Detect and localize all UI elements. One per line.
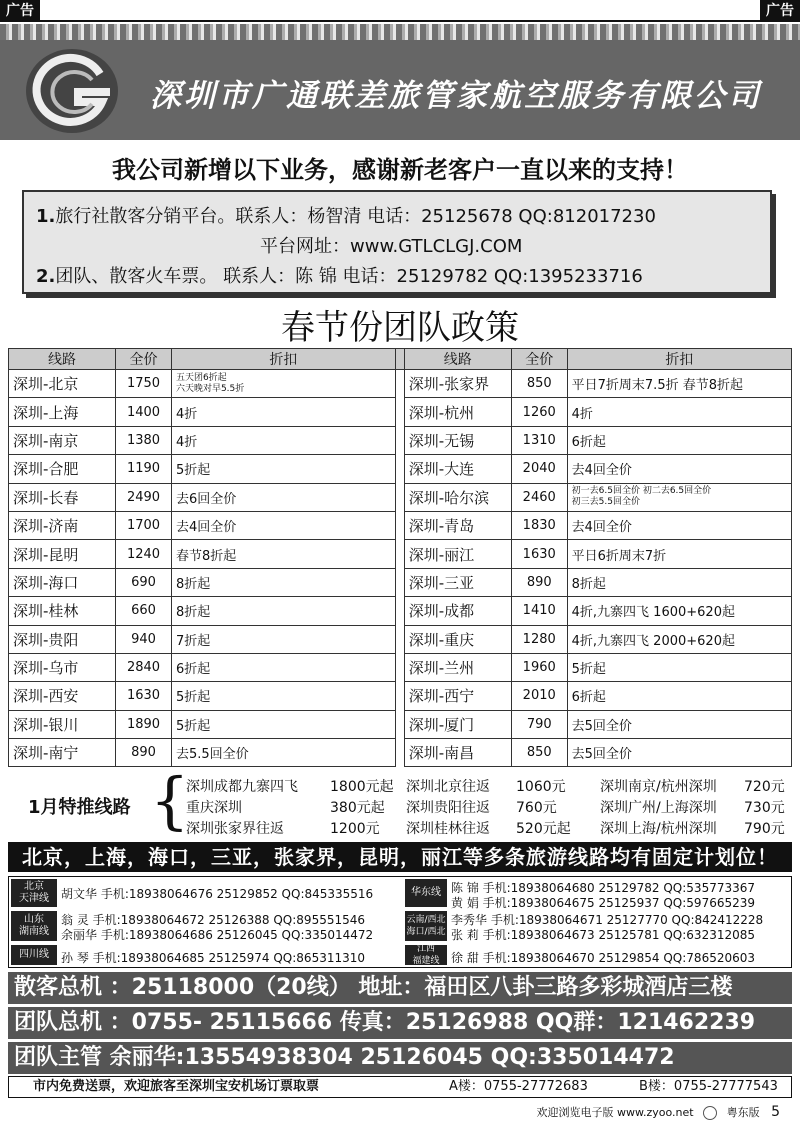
discount-text: 8折起 — [175, 605, 211, 621]
discount-text: 去4回全价 — [571, 463, 632, 479]
price-cell: 1260 — [511, 398, 567, 426]
price-cell: 1890 — [116, 710, 172, 738]
services-box — [22, 190, 772, 294]
price-cell: 1750 — [116, 370, 172, 398]
beijing-contact: 胡文华 手机:18938064676 25129852 QQ:845335516 — [61, 887, 374, 901]
route-cell: 深圳-上海 — [9, 398, 116, 426]
discount-cell — [171, 370, 395, 398]
price-cell: 2040 — [511, 455, 567, 483]
table-row — [9, 682, 792, 710]
table-row — [9, 540, 792, 568]
route-cell: 深圳-南宁 — [9, 739, 116, 767]
route-cell: 深圳-杭州 — [404, 398, 511, 426]
discount-text: 春节8折起 — [175, 548, 237, 564]
route-cell: 深圳-昆明 — [9, 540, 116, 568]
footer-text: 欢迎浏览电子版 www.zyoo.net — [536, 1106, 694, 1119]
route-cell: 深圳-北京 — [9, 370, 116, 398]
discount-cell — [567, 625, 791, 653]
route-cell: 深圳-哈尔滨 — [404, 483, 511, 511]
discount-cell — [171, 653, 395, 681]
table-row — [9, 710, 792, 738]
price-cell: 1310 — [511, 426, 567, 454]
january-route-name: 深圳北京往返 — [406, 779, 490, 795]
jiangxi-label: 江西 福建线 — [405, 945, 447, 965]
discount-text-2: 初三去5.5回全价 — [571, 497, 640, 508]
discount-text: 4折,九寨四飞 2000+620起 — [571, 633, 735, 649]
discount-cell — [171, 511, 395, 539]
route-cell: 深圳-大连 — [404, 455, 511, 483]
discount-cell — [171, 398, 395, 426]
route-cell: 深圳-张家界 — [404, 370, 511, 398]
january-route-name: 深圳上海/杭州深圳 — [600, 821, 717, 837]
price-cell: 850 — [511, 739, 567, 767]
yunnan-label: 云南/西北 海口/西北 — [405, 911, 447, 941]
january-route-price: 380元起 — [330, 800, 385, 816]
headline: 我公司新增以下业务，感谢新老客户一直以来的支持！ — [112, 156, 688, 184]
january-route-price: 730元 — [744, 800, 785, 816]
discount-cell — [567, 568, 791, 596]
discount-text: 5折起 — [175, 718, 211, 734]
header-discount: 折扣 — [171, 349, 395, 370]
price-cell: 2460 — [511, 483, 567, 511]
policy-title: 春节份团队政策 — [281, 308, 519, 348]
price-cell: 1400 — [116, 398, 172, 426]
january-route-price: 1200元 — [330, 821, 380, 837]
january-route-price: 790元 — [744, 821, 785, 837]
table-row — [9, 370, 792, 398]
discount-cell — [171, 455, 395, 483]
discount-cell — [567, 597, 791, 625]
price-cell: 1280 — [511, 625, 567, 653]
brace-symbol: { — [150, 764, 190, 837]
header-banner — [0, 40, 800, 140]
table-row — [9, 398, 792, 426]
route-cell: 深圳-厦门 — [404, 710, 511, 738]
service-2-text: 团队、散客火车票。 联系人：陈 锦 电话：25129782 QQ:1395233716 — [55, 266, 643, 287]
route-cell: 深圳-兰州 — [404, 653, 511, 681]
discount-text: 5折起 — [175, 690, 211, 706]
discount-text: 去5回全价 — [571, 747, 632, 763]
service-1-text: 旅行社散客分销平台。联系人：杨智清 电话：25125678 QQ:812017230 — [55, 206, 656, 227]
group-hotline: 团队总机 ：0755- 25115666 传真：25126988 QQ群：121462239 — [8, 1007, 792, 1039]
price-cell: 660 — [116, 597, 172, 625]
price-cell: 850 — [511, 370, 567, 398]
company-name: 深圳市广通联差旅管家航空服务有限公司 — [150, 78, 762, 114]
table-row — [9, 426, 792, 454]
ad-label-left: 广告 — [0, 0, 40, 22]
discount-cell — [567, 682, 791, 710]
price-cell: 1240 — [116, 540, 172, 568]
huadong-contact-2: 黄 娟 手机:18938064675 25125937 QQ:597665239 — [451, 896, 756, 910]
january-route-name: 重庆深圳 — [186, 800, 242, 816]
shandong-contact-2: 余丽华 手机:18938064686 25126045 QQ:335014472 — [61, 928, 374, 942]
discount-text: 8折起 — [175, 576, 211, 592]
discount-cell — [171, 597, 395, 625]
discount-text: 4折 — [571, 406, 593, 422]
january-route-price: 1060元 — [516, 779, 566, 795]
route-cell: 深圳-丽江 — [404, 540, 511, 568]
discount-text: 五天团6折起 — [175, 372, 227, 383]
discount-text: 去5.5回全价 — [175, 747, 249, 763]
route-table — [8, 348, 792, 767]
route-cell: 深圳-乌市 — [9, 653, 116, 681]
price-cell: 1630 — [116, 682, 172, 710]
beijing-label: 北京 天津线 — [11, 879, 57, 907]
price-cell: 890 — [511, 568, 567, 596]
discount-cell — [171, 739, 395, 767]
table-row — [9, 625, 792, 653]
table-row — [9, 597, 792, 625]
service-1-number: 1. — [36, 206, 56, 227]
a-building-phone: A楼：0755-27772683 — [449, 1079, 588, 1094]
route-cell: 深圳-海口 — [9, 568, 116, 596]
contacts-box — [8, 876, 792, 968]
group-manager: 团队主管 余丽华:13554938304 25126045 QQ:335014472 — [8, 1042, 792, 1074]
discount-cell — [567, 398, 791, 426]
route-cell: 深圳-济南 — [9, 511, 116, 539]
service-1 — [36, 202, 656, 228]
discount-text: 去5回全价 — [571, 718, 632, 734]
route-cell: 深圳-重庆 — [404, 625, 511, 653]
b-building-phone: B楼：0755-27777543 — [639, 1079, 778, 1094]
discount-cell — [171, 426, 395, 454]
table-row — [9, 653, 792, 681]
discount-text: 4折 — [175, 434, 198, 450]
january-route-name: 深圳张家界往返 — [186, 821, 284, 837]
discount-text: 6折起 — [571, 690, 606, 706]
discount-text: 去4回全价 — [175, 520, 237, 536]
table-row — [9, 739, 792, 767]
route-cell: 深圳-桂林 — [9, 597, 116, 625]
service-url: 平台网址：www.GTLCLGJ.COM — [260, 236, 523, 257]
fixed-routes-bar: 北京，上海，海口，三亚，张家界，昆明，丽江等多条旅游线路均有固定计划位！ — [8, 842, 792, 872]
january-route-name: 深圳南京/杭州深圳 — [600, 779, 717, 795]
discount-cell — [567, 540, 791, 568]
yunnan-contact-1: 李秀华 手机:18938064671 25127770 QQ:842412228 — [451, 913, 764, 927]
discount-cell — [567, 370, 791, 398]
discount-text: 8折起 — [571, 576, 606, 592]
price-cell: 2010 — [511, 682, 567, 710]
huadong-contact-1: 陈 锦 手机:18938064680 25129782 QQ:535773367 — [451, 881, 756, 895]
badge-icon — [703, 1106, 717, 1120]
discount-cell — [171, 682, 395, 710]
yunnan-contact-2: 张 莉 手机:18938064673 25125781 QQ:632312085 — [451, 928, 756, 942]
discount-cell — [171, 540, 395, 568]
price-cell: 690 — [116, 568, 172, 596]
price-cell: 790 — [511, 710, 567, 738]
shandong-label: 山东 湖南线 — [11, 911, 57, 941]
table-row — [9, 455, 792, 483]
price-cell: 940 — [116, 625, 172, 653]
individual-hotline: 散客总机 ：25118000（20线） 地址：福田区八卦三路多彩城酒店三楼 — [8, 972, 792, 1004]
discount-cell — [567, 710, 791, 738]
route-cell: 深圳-无锡 — [404, 426, 511, 454]
page-footer — [537, 1104, 781, 1120]
table-row — [9, 568, 792, 596]
discount-text: 去4回全价 — [571, 520, 632, 536]
price-cell: 1410 — [511, 597, 567, 625]
header-price: 全价 — [116, 349, 172, 370]
discount-text-2: 六天晚对早5.5折 — [175, 383, 245, 394]
discount-text: 6折起 — [571, 434, 606, 450]
discount-cell — [567, 483, 791, 511]
delivery-bar — [8, 1076, 792, 1098]
route-cell: 深圳-西安 — [9, 682, 116, 710]
price-cell: 1380 — [116, 426, 172, 454]
route-cell: 深圳-青岛 — [404, 511, 511, 539]
table-header-row — [9, 349, 792, 370]
discount-cell — [171, 710, 395, 738]
price-cell: 1190 — [116, 455, 172, 483]
discount-text: 初一去6.5回全价 初二去6.5回全价 — [571, 486, 712, 497]
header-price: 全价 — [511, 349, 567, 370]
route-cell: 深圳-银川 — [9, 710, 116, 738]
route-cell: 深圳-南京 — [9, 426, 116, 454]
price-cell: 890 — [116, 739, 172, 767]
january-route-name: 深圳桂林往返 — [406, 821, 490, 837]
header-discount: 折扣 — [567, 349, 791, 370]
january-route-name: 深圳广州/上海深圳 — [600, 800, 717, 816]
discount-cell — [567, 653, 791, 681]
discount-text: 5折起 — [175, 463, 211, 479]
january-route-name: 深圳成都九寨四飞 — [186, 779, 298, 795]
ad-label-right: 广告 — [760, 0, 800, 22]
discount-cell — [567, 739, 791, 767]
january-route-price: 720元 — [744, 779, 785, 795]
discount-cell — [171, 625, 395, 653]
huadong-label: 华东线 — [405, 879, 447, 907]
discount-text: 7折起 — [175, 633, 211, 649]
discount-text: 平日7折周末7.5折 春节8折起 — [571, 378, 743, 394]
sichuan-label: 四川线 — [11, 945, 57, 965]
decorative-pattern — [0, 24, 800, 40]
route-cell: 深圳-三亚 — [404, 568, 511, 596]
discount-cell — [567, 511, 791, 539]
route-cell: 深圳-南昌 — [404, 739, 511, 767]
discount-cell — [171, 568, 395, 596]
route-cell: 深圳-贵阳 — [9, 625, 116, 653]
discount-text: 6折起 — [175, 662, 211, 678]
price-cell: 1700 — [116, 511, 172, 539]
top-divider — [0, 20, 800, 22]
service-2-number: 2. — [36, 266, 56, 287]
shandong-contact-1: 翁 灵 手机:18938064672 25126388 QQ:895551546 — [61, 913, 366, 927]
footer-edition: 粤东版 — [726, 1106, 760, 1119]
jiangxi-contact: 徐 甜 手机:18938064670 25129854 QQ:786520603 — [451, 951, 756, 965]
price-cell: 2840 — [116, 653, 172, 681]
page-number: 5 — [771, 1104, 780, 1120]
january-route-name: 深圳贵阳往返 — [406, 800, 490, 816]
service-2 — [36, 262, 643, 288]
route-cell: 深圳-合肥 — [9, 455, 116, 483]
price-cell: 1960 — [511, 653, 567, 681]
discount-cell — [567, 455, 791, 483]
table-row — [9, 511, 792, 539]
discount-text: 4折,九寨四飞 1600+620起 — [571, 605, 735, 621]
delivery-text: 市内免费送票，欢迎旅客至深圳宝安机场订票取票 — [33, 1079, 320, 1094]
header-route: 线路 — [404, 349, 511, 370]
discount-cell — [171, 483, 395, 511]
company-logo-icon — [22, 46, 122, 136]
discount-text: 平日6折周末7折 — [571, 548, 667, 564]
discount-cell — [567, 426, 791, 454]
route-cell: 深圳-长春 — [9, 483, 116, 511]
route-cell: 深圳-西宁 — [404, 682, 511, 710]
january-route-price: 520元起 — [516, 821, 571, 837]
header-route: 线路 — [9, 349, 116, 370]
discount-text: 5折起 — [571, 662, 606, 678]
route-cell: 深圳-成都 — [404, 597, 511, 625]
discount-text: 4折 — [175, 406, 198, 422]
table-row — [9, 483, 792, 511]
discount-text: 去6回全价 — [175, 491, 237, 507]
price-cell: 2490 — [116, 483, 172, 511]
january-route-price: 760元 — [516, 800, 557, 816]
price-cell: 1630 — [511, 540, 567, 568]
january-title: 1月特推线路 — [28, 797, 131, 818]
price-cell: 1830 — [511, 511, 567, 539]
january-route-price: 1800元起 — [330, 779, 394, 795]
sichuan-contact: 孙 琴 手机:18938064685 25125974 QQ:865311310 — [61, 951, 366, 965]
